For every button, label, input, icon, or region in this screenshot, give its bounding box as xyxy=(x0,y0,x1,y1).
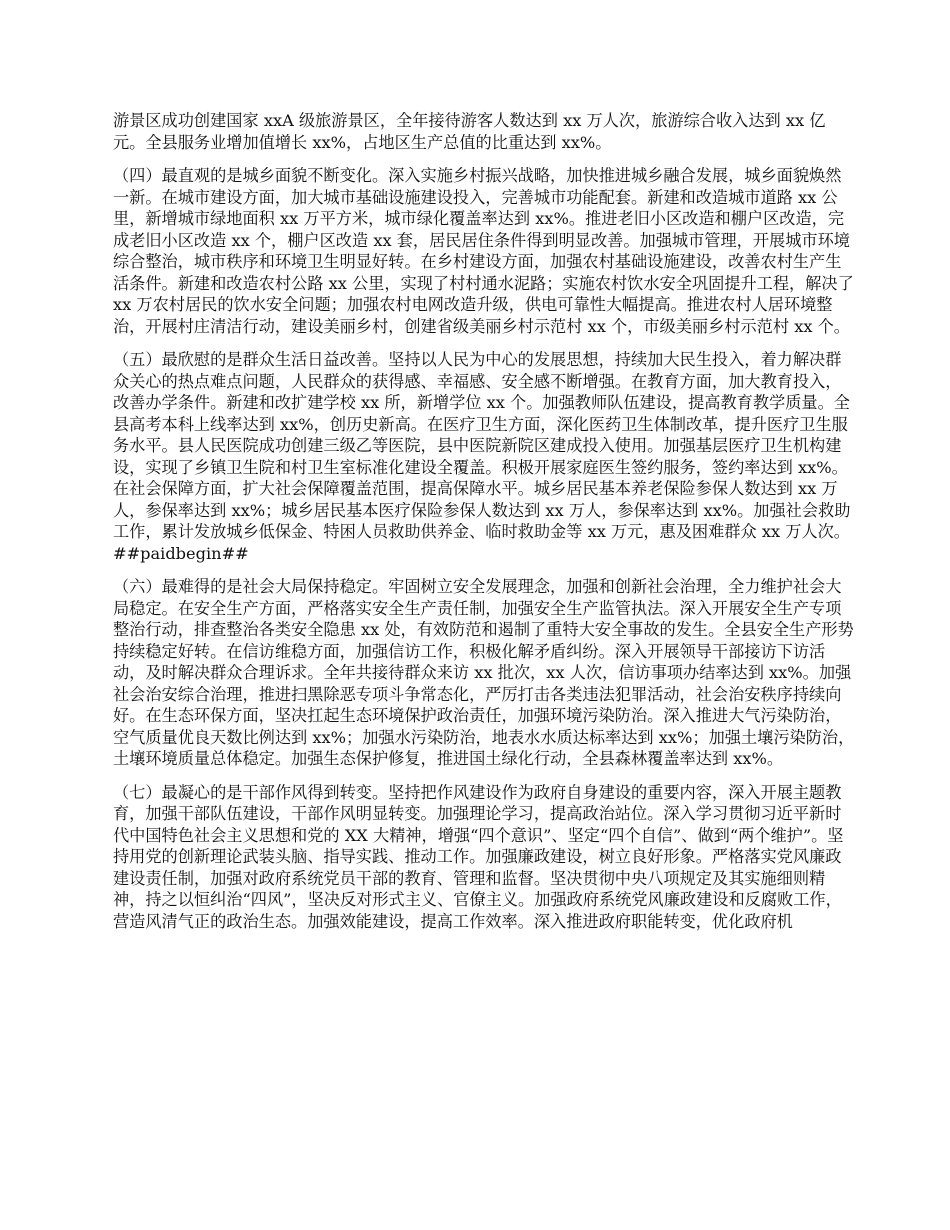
paragraph-social-stability: （六）最难得的是社会大局保持稳定。牢固树立安全发展理念，加强和创新社会治理，全力维护社会大局稳定。在安全生产方面，严格落实安全生产责任制，加强安全生产监管执法。深入开展安全生产专项整治行动，排查整治各类安全隐患 xx 处，有效防范和遏制了重特大安全事故的发生。全县安全生产形势持续稳定好转。在信访维稳方面，加强信访工作，积极化解矛盾纠纷。深入开展领导干部接访下访活动，及时解决群众合理诉求。全年共接待群众来访 xx 批次，xx 人次，信访事项办结率达到 xx%。加强社会治安综合治理，推进扫黑除恶专项斗争常态化，严厉打击各类违法犯罪活动，社会治安秩序持续向好。在生态环保方面，坚决扛起生态环境保护政治责任，加强环境污染防治。深入推进大气污染防治，空气质量优良天数比例达到 xx%；加强水污染防治，地表水水质达标率达到 xx%；加强土壤污染防治，土壤环境质量总体稳定。加强生态保护修复，推进国土绿化行动，全县森林覆盖率达到 xx%。 xyxy=(113,577,855,768)
paragraph-urban-rural: （四）最直观的是城乡面貌不断变化。深入实施乡村振兴战略，加快推进城乡融合发展，城乡面貌焕然一新。在城市建设方面，加大城市基础设施建设投入，完善城市功能配套。新建和改造城市道路 xx 公里，新增城市绿地面积 xx 万平方米，城市绿化覆盖率达到 xx%。推进老旧小区改造和棚户区改造，完成老旧小区改造 xx 个，棚户区改造 xx 套，居民居住条件得到明显改善。加强城市管理，开展城市环境综合整治，城市秩序和环境卫生明显好转。在乡村建设方面，加强农村基础设施建设，改善农村生产生活条件。新建和改造农村公路 xx 公里，实现了村村通水泥路；实施农村饮水安全巩固提升工程，解决了 xx 万农村居民的饮水安全问题；加强农村电网改造升级，供电可靠性大幅提高。推进农村人居环境整治，开展村庄清洁行动，建设美丽乡村，创建省级美丽乡村示范村 xx 个，市级美丽乡村示范村 xx 个。 xyxy=(113,166,854,336)
paragraph-cadre-style: （七）最凝心的是干部作风得到转变。坚持把作风建设作为政府自身建设的重要内容，深入开展主题教育，加强干部队伍建设，干部作风明显转变。加强理论学习，提高政治站位。深入学习贯彻习近平新时代中国特色社会主义思想和党的 XX 大精神，增强“四个意识”、坚定“四个自信”、做到“两个维护”。坚持用党的创新理论武装头脑、指导实践、推动工作。加强廉政建设，树立良好形象。严格落实党风廉政建设责任制，加强对政府系统党员干部的教育、管理和监督。坚决贯彻中央八项规定及其实施细则精神，持之以恒纠治“四风”，坚决反对形式主义、官僚主义。加强政府系统党风廉政建设和反腐败工作，营造风清气正的政治生态。加强效能建设，提高工作效率。深入推进政府职能转变，优化政府机 xyxy=(113,782,844,931)
document-body xyxy=(113,110,857,944)
paragraph-tourism-continued: 游景区成功创建国家 xxA 级旅游景区，全年接待游客人数达到 xx 万人次，旅游综合收入达到 xx 亿元。全县服务业增加值增长 xx%，占地区生产总值的比重达到 xx%。 xyxy=(113,111,826,152)
paragraph-livelihood: （五）最欣慰的是群众生活日益改善。坚持以人民为中心的发展思想，持续加大民生投入，着力解决群众关心的热点难点问题，人民群众的获得感、幸福感、安全感不断增强。在教育方面，加大教育投入，改善办学条件。新建和改扩建学校 xx 所，新增学位 xx 个。加强教师队伍建设，提高教育教学质量。全县高考本科上线率达到 xx%，创历史新高。在医疗卫生方面，深化医药卫生体制改革，提升医疗卫生服务水平。县人民医院成功创建三级乙等医院，县中医院新院区建成投入使用。加强基层医疗卫生机构建设，实现了乡镇卫生院和村卫生室标准化建设全覆盖。积极开展家庭医生签约服务，签约率达到 xx%。在社会保障方面，扩大社会保障覆盖范围，提高保障水平。城乡居民基本养老保险参保人数达到 xx 万人，参保率达到 xx%；城乡居民基本医疗保险参保人数达到 xx 万人，参保率达到 xx%。加强社会救助工作，累计发放城乡低保金、特困人员救助供养金、临时救助金等 xx 万元，惠及困难群众 xx 万人次。##paidbegin## xyxy=(113,350,851,563)
